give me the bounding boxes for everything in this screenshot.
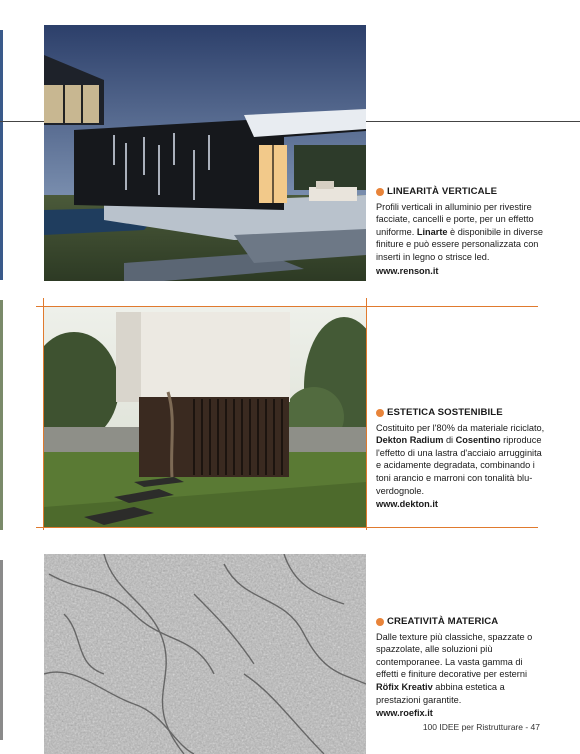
section-title: ESTETICA SOSTENIBILE (387, 407, 503, 418)
bullet-dot-icon (376, 618, 384, 626)
body-text: di (443, 435, 456, 446)
brand-name: Röfix Kreativ (376, 681, 433, 692)
section-roefix (376, 616, 546, 720)
edge-bar (0, 30, 3, 280)
section-body (376, 631, 546, 707)
frame-line-bottom (36, 527, 538, 528)
bullet-dot-icon (376, 409, 384, 417)
top-rule-left (0, 121, 44, 122)
brand-name: Linarte (416, 226, 448, 237)
photo-roefix-texture (44, 554, 366, 754)
section-body (376, 422, 546, 498)
body-text: abbina estetica a prestazioni garantite. (376, 681, 505, 705)
section-dekton (376, 407, 546, 511)
body-text: è disponibile in diverse finiture e può essere personalizzata con inserti in legno o strisce led. (376, 226, 544, 262)
frame-line-right (366, 298, 367, 530)
body-text: Costituito per l'80% da materiale riciclato, (376, 422, 545, 433)
edge-bar (0, 560, 3, 740)
photo-renson-facade (44, 25, 366, 281)
brand-url[interactable]: www.dekton.it (376, 499, 438, 510)
body-text: Dalle texture più classiche, spazzate o spazzolate, alle soluzioni più contemporanee. La vasta gamma di effetti e finiture decorative per esterni (376, 631, 533, 680)
photo-dekton-house (44, 307, 366, 527)
body-text: riproduce l'effetto di una lastra d'acciaio arrugginita e acidamente degradata, combinando i toni arancio e marroni con tonalità blu-verdognole. (376, 435, 542, 496)
section-title: CREATIVITÀ MATERICA (387, 616, 499, 627)
brand-url[interactable]: www.roefix.it (376, 708, 433, 719)
edge-bar (0, 300, 3, 530)
brand-name: Cosentino (455, 435, 501, 446)
section-renson (376, 186, 546, 277)
section-title: LINEARITÀ VERTICALE (387, 186, 498, 197)
top-rule-right (366, 121, 580, 122)
section-body (376, 201, 546, 264)
bullet-dot-icon (376, 188, 384, 196)
brand-url[interactable]: www.renson.it (376, 265, 439, 276)
brand-name: Dekton Radium (376, 435, 444, 446)
page-footer: 100 IDEE per Ristrutturare - 47 (422, 722, 540, 732)
body-text: Profili verticali in alluminio per rivestire facciate, cancelli e porte, per un effetto uniforme. (376, 201, 534, 237)
